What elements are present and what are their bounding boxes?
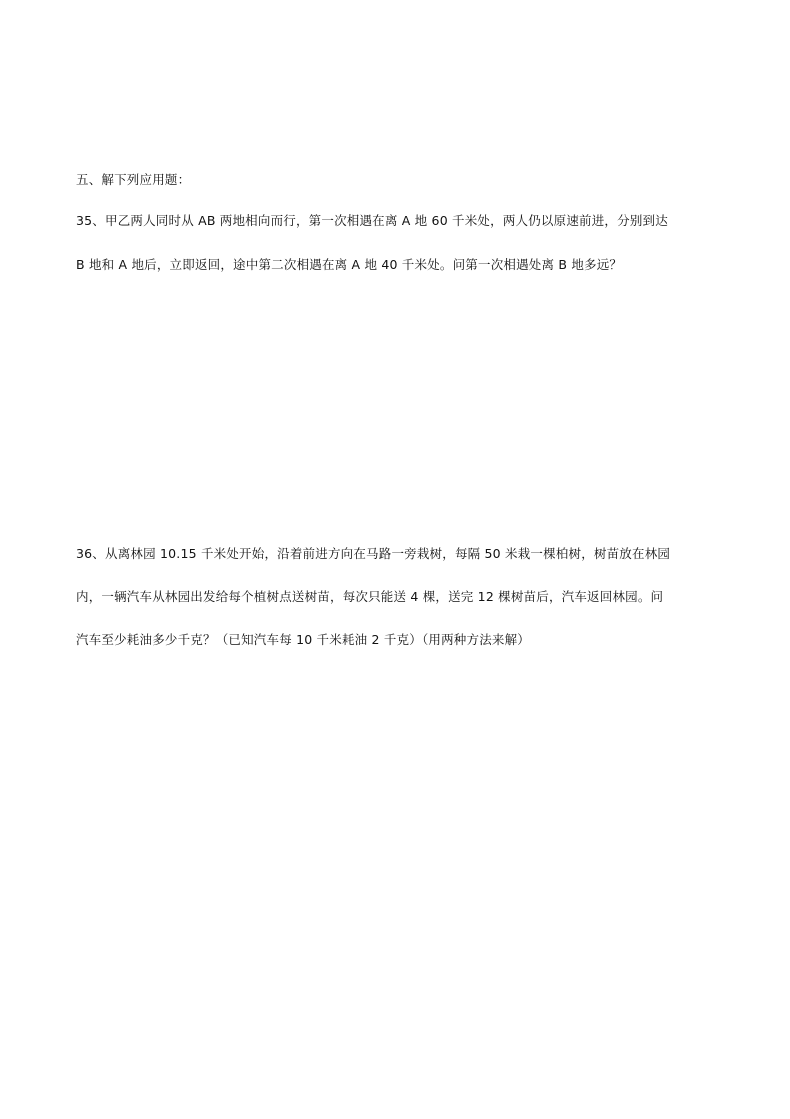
question-35-line-1: 35、甲乙两人同时从 AB 两地相向而行，第一次相遇在离 A 地 60 千米处，两人仍以原速前进，分别到达 [76, 213, 668, 228]
section-heading: 五、解下列应用题： [76, 172, 191, 187]
question-35-line-2: B 地和 A 地后，立即返回，途中第二次相遇在离 A 地 40 千米处。问第一次相遇处离 B 地多远？ [76, 257, 623, 272]
question-36-line-2: 内，一辆汽车从林园出发给每个植树点送树苗，每次只能送 4 棵，送完 12 棵树苗后，汽车返回林园。问 [76, 589, 664, 604]
question-36-line-1: 36、从离林园 10.15 千米处开始，沿着前进方向在马路一旁栽树，每隔 50 米栽一棵柏树，树苗放在林园 [76, 546, 671, 561]
question-36-line-3: 汽车至少耗油多少千克？（已知汽车每 10 千米耗油 2 千克）（用两种方法来解） [76, 632, 531, 647]
